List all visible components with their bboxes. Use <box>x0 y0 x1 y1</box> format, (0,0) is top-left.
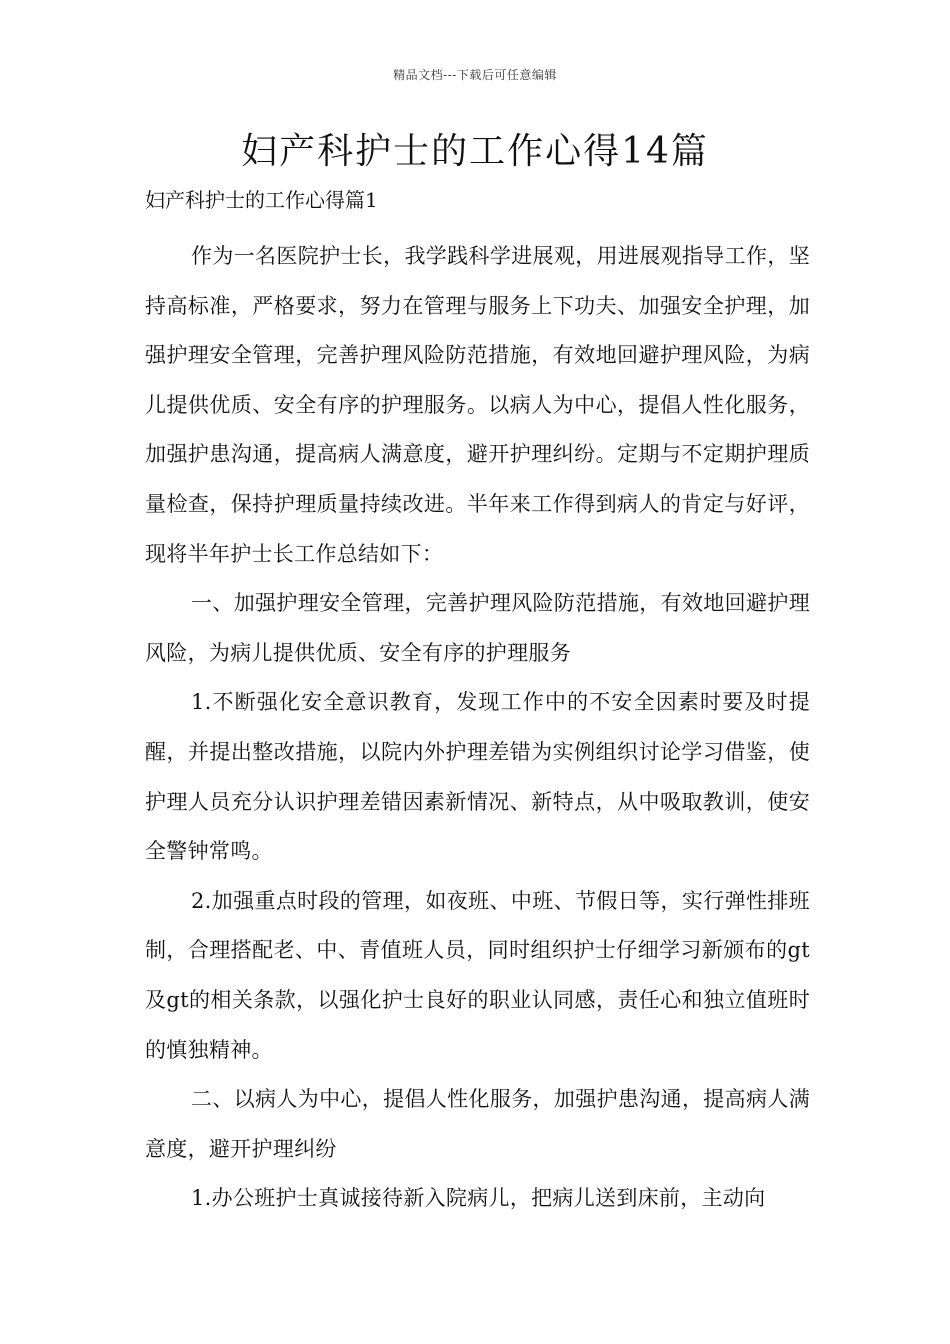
paragraph: 一、加强护理安全管理，完善护理风险防范措施，有效地回避护理风险，为病儿提供优质、安全有序的护理服务 <box>145 591 810 665</box>
paragraph: 二、以病人为中心，提倡人性化服务，加强护患沟通，提高病人满意度，避开护理纠纷 <box>145 1087 810 1161</box>
document-body <box>145 232 810 1224</box>
paragraph: 2.加强重点时段的管理，如夜班、中班、节假日等，实行弹性排班制，合理搭配老、中、青值班人员，同时组织护士仔细学习新颁布的gt及gt的相关条款，以强化护士良好的职业认同感，责任心和独立值班时的慎独精神。 <box>145 888 810 1062</box>
paragraph: 1.不断强化安全意识教育，发现工作中的不安全因素时要及时提醒，并提出整改措施，以院内外护理差错为实例组织讨论学习借鉴，使护理人员充分认识护理差错因素新情况、新特点，从中吸取教训，使安全警钟常鸣。 <box>145 690 810 864</box>
document-title: 妇产科护士的工作心得14篇 <box>241 131 709 172</box>
paragraph: 作为一名医院护士长，我学践科学进展观，用进展观指导工作，坚持高标准，严格要求，努力在管理与服务上下功夫、加强安全护理，加强护理安全管理，完善护理风险防范措施，有效地回避护理风险，为病儿提供优质、安全有序的护理服务。以病人为中心，提倡人性化服务，加强护患沟通，提高病人满意度，避开护理纠纷。定期与不定期护理质量检查，保持护理质量持续改进。半年来工作得到病人的肯定与好评，现将半年护士长工作总结如下： <box>145 244 810 566</box>
section-subtitle: 妇产科护士的工作心得篇1 <box>145 188 378 212</box>
paragraph: 1.办公班护士真诚接待新入院病儿，把病儿送到床前，主动向 <box>191 1186 766 1211</box>
header-note: 精品文档---下载后可任意编辑 <box>393 68 557 82</box>
